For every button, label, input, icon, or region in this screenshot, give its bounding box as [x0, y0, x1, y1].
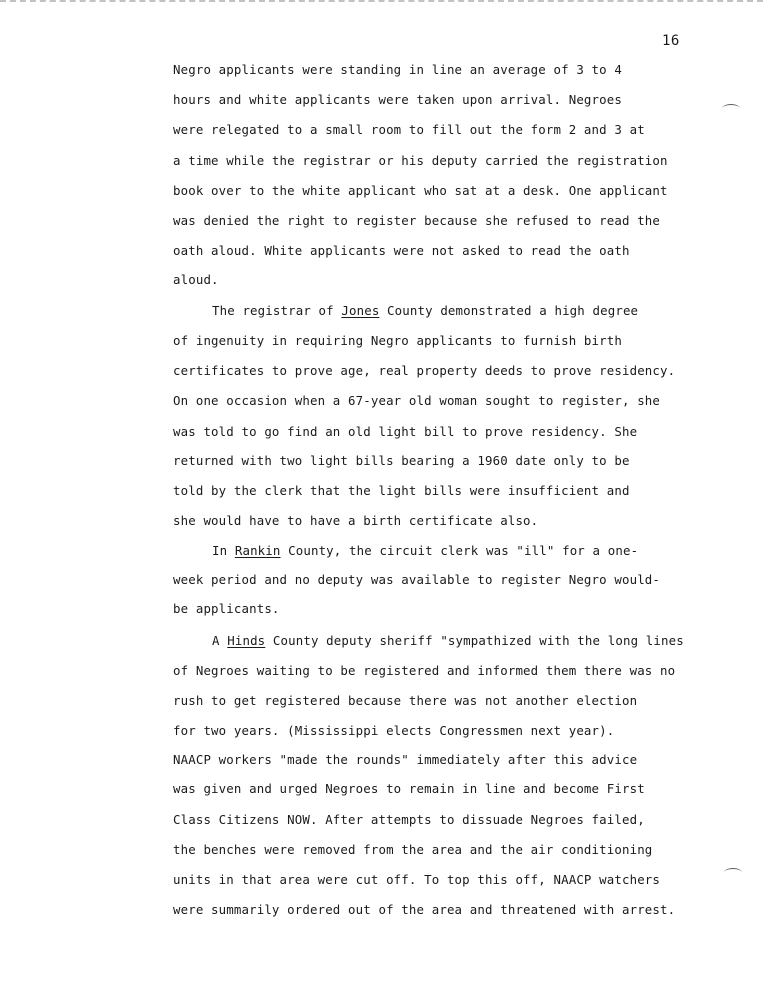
text-line: hours and white applicants were taken upon arrival. Negroes: [173, 92, 622, 107]
text-line: [212, 303, 638, 319]
text-line: was told to go find an old light bill to prove residency. She: [173, 424, 638, 439]
text-line: On one occasion when a 67-year old woman sought to register, she: [173, 393, 661, 408]
scan-top-edge: [0, 0, 763, 5]
text-line: she would have to have a birth certificate also.: [173, 513, 539, 528]
text-line: week period and no deputy was available to register Negro would-: [173, 572, 661, 587]
text-line: units in that area were cut off. To top this off, NAACP watchers: [173, 872, 661, 887]
text-line: rush to get registered because there was not another election: [173, 693, 638, 708]
text-line: be applicants.: [173, 601, 280, 616]
text-line: was denied the right to register because she refused to read the: [173, 213, 661, 228]
text-line: Negro applicants were standing in line an average of 3 to 4: [173, 62, 622, 77]
line-text: County deputy sheriff "sympathized with the long lines: [265, 633, 684, 648]
county-name-underlined: Rankin: [234, 543, 281, 558]
text-line: aloud.: [173, 272, 219, 287]
text-line: were summarily ordered out of the area and threatened with arrest.: [173, 902, 676, 917]
text-line: NAACP workers "made the rounds" immediately after this advice: [173, 752, 638, 767]
text-line: told by the clerk that the light bills were insufficient and: [173, 483, 630, 498]
text-line: returned with two light bills bearing a 1960 date only to be: [173, 453, 630, 468]
margin-mark-bottom: [724, 868, 742, 877]
line-text: A: [212, 633, 228, 648]
text-line: were relegated to a small room to fill out the form 2 and 3 at: [173, 122, 645, 137]
text-line: was given and urged Negroes to remain in line and become First: [173, 781, 645, 796]
margin-mark-top: [722, 104, 740, 113]
text-line: the benches were removed from the area and the air conditioning: [173, 842, 653, 857]
text-line: for two years. (Mississippi elects Congressmen next year).: [173, 723, 615, 738]
text-line: a time while the registrar or his deputy carried the registration: [173, 153, 668, 168]
text-line: oath aloud. White applicants were not asked to read the oath: [173, 243, 630, 258]
text-line: of ingenuity in requiring Negro applicants to furnish birth: [173, 333, 622, 348]
text-line: Class Citizens NOW. After attempts to dissuade Negroes failed,: [173, 812, 645, 827]
county-name-underlined: Jones: [341, 303, 380, 318]
page-number: 16: [662, 33, 680, 49]
line-text: County demonstrated a high degree: [379, 303, 639, 318]
line-text: In: [212, 543, 235, 558]
text-line: [212, 543, 638, 559]
text-line: certificates to prove age, real property deeds to prove residency.: [173, 363, 676, 378]
text-line: book over to the white applicant who sat at a desk. One applicant: [173, 183, 668, 198]
line-text: County, the circuit clerk was "ill" for a one-: [280, 543, 639, 558]
text-line: of Negroes waiting to be registered and informed them there was no: [173, 663, 676, 678]
county-name-underlined: Hinds: [227, 633, 266, 648]
text-line: [212, 633, 684, 649]
line-text: The registrar of: [212, 303, 342, 318]
